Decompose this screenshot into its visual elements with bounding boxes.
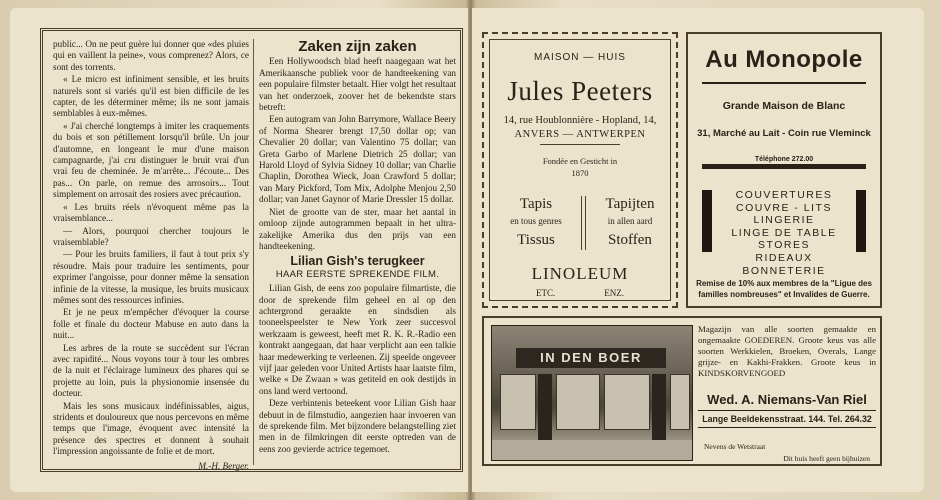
- ad-enz: ENZ.: [604, 288, 624, 298]
- ad-niemans-no-branches: Dit huis heeft geen bijhuizen: [783, 454, 870, 463]
- ad-niemans-nevens: Nevens de Wetstraat: [704, 442, 766, 451]
- ad-monopole-remise: [694, 278, 874, 300]
- left-page: [10, 8, 468, 492]
- ad-monopole-title: Au Monopole: [705, 46, 863, 73]
- column-divider: [253, 39, 254, 465]
- subheading-lilian-gish: HAAR EERSTE SPREKENDE FILM.: [275, 268, 440, 280]
- divider: [702, 164, 866, 169]
- paragraph: « J'ai cherché longtemps à imiter les craquements du bois et son pétillement lorsqu'il brûle. Un jour d'automne, en longeant le mur d'une maison campagnarde, j'ai cru distinguer le bruit vrai d'un vrai feu de cheminée. Je m'arrête... J'écoute... Des pas... On parle, on remue des arrosoirs... Tout simplement on arrosait des rosiers avec précaution.: [53, 120, 249, 200]
- decor-bar-right: [856, 190, 866, 252]
- ad-founded-year: 1870: [571, 168, 589, 178]
- remise-line: familles nombreuses" et Invalides de Guerre.: [698, 290, 870, 299]
- list-item: LINGE DE TABLE: [731, 226, 837, 239]
- paragraph: « Le micro est infiniment sensible, et les bruits naturels sont si variés qu'il est bien difficile de les capter, de les déterminer même; ils ne sont jamais semblables à eux-mêmes.: [53, 74, 249, 119]
- ad-en-tous-genres: en tous genres: [510, 216, 562, 226]
- list-item: LINGERIE: [753, 214, 815, 227]
- list-item: RIDEAUX: [755, 251, 813, 264]
- shop-window: [556, 374, 600, 430]
- author-signature: M.-H. Berger.: [198, 460, 249, 471]
- divider: [540, 144, 620, 145]
- ad-stoffen: Stoffen: [608, 232, 652, 248]
- ad-monopole-subtitle: Grande Maison de Blanc: [722, 100, 846, 112]
- shop-window: [670, 374, 690, 430]
- shop-photo: [491, 325, 693, 461]
- ad-au-monopole: [686, 32, 882, 308]
- heading-zaken: Zaken zijn zaken: [298, 38, 417, 55]
- right-page: [472, 8, 924, 492]
- list-item: COUVERTURES: [735, 189, 833, 201]
- paragraph: Lilian Gish, de eens zoo populaire filmartiste, die door de sprekende film geheel en al op den achtergrond geraakte en sindsdien als tooneelspeelster te New York zeer succesvol werkzaam is geweest, heeft met R. K. R.-Radio een kontrakt aangegaan, dat haar verplicht aan een talkie haar medewerking te verleenen. Zij speelde ongeveer vijf jaar geleden voor United Artists haar laatste film, welke « De Zwaan » was getiteld en ook destijds in ons land werd vertoond.: [259, 283, 456, 396]
- divider: [702, 82, 866, 84]
- paragraph: « Les bruits réels n'évoquent même pas la vraisemblance...: [53, 201, 249, 224]
- list-item: COUVRE - LITS: [736, 201, 832, 214]
- ad-etc: ETC.: [536, 288, 556, 298]
- article-frame: [40, 28, 463, 472]
- ad-tapis: Tapis: [519, 196, 553, 212]
- ad-founded-label: Fondée en Gesticht in: [542, 156, 618, 166]
- ad-tissus: Tissus: [517, 232, 555, 248]
- remise-line: Remise de 10% aux membres de la "Ligue des: [696, 279, 872, 288]
- paragraph: Niet de grootte van de ster, maar het aantal in omloop zijnde autogrammen bepaalt in het ultra-zakelijke Amerika dus den prijs van een handteekening.: [259, 206, 456, 251]
- article-column-left: [53, 39, 249, 472]
- heading-lilian-gish: Lilian Gish's terugkeer: [290, 254, 425, 269]
- paragraph: — Alors, pourquoi chercher toujours le vraisemblable?: [53, 225, 249, 247]
- ad-maison-label: MAISON — HUIS: [534, 52, 626, 63]
- ad-monopole-telephone: Téléphone 272.00: [738, 156, 830, 163]
- ad-niemans-description: Magazijn van alle soorten gemaakte en ongemaakte GOEDEREN. Groote keus vas alle soorten Werkkielen, Broeken, Overals, Lange grijze- en Kakhi-Frakken. Groote keus in KINDSKORVENGOED: [698, 324, 876, 378]
- ad-tapijten: Tapijten: [605, 196, 655, 212]
- shop-window: [604, 374, 650, 430]
- shop-door: [538, 374, 552, 444]
- paragraph: Een Hollywoodsch blad heeft naagegaan wat het Amerikaansche publiek voor de handteekening van een populaire filmster betaalt. Hier volgt het resultaat van het onderzoek, zoover het de bekendste stars betreft:: [259, 56, 456, 113]
- paragraph: Les arbres de la route se succèdent sur l'écran avec rapidité... Nous voyons tour à tour les ombres de la nuit et l'éclairage lumineux des phares qui se projette au loin, puis la physionomie insensée du docteur.: [53, 342, 249, 399]
- ad-linoleum: LINOLEUM: [531, 264, 629, 283]
- list-item: BONNETERIE: [742, 264, 826, 277]
- paragraph: Deze verbintenis beteekent voor Lilian Gish haar debuut in de filmstudio, aangezien haar invoeren van de sprekende film. Met bijzondere belangstelling ziet men in de filmkringen dit eerste optreden van de eens zoo gevierde actrice tegemoet.: [259, 398, 456, 454]
- street: [492, 440, 692, 460]
- list-item: STORES: [758, 239, 810, 252]
- ad-in-allen-aard: in allen aard: [607, 216, 653, 226]
- article-column-right: [259, 39, 456, 456]
- ad-niemans-van-riel: [482, 316, 882, 466]
- shop-sign: IN DEN BOER: [516, 348, 666, 368]
- paragraph: Een autogram van John Barrymore, Wallace Beery of Norma Shearer brengt 17,50 dollar op; van Chevalier 20 dollar; van Valentino 75 dollar; van Greta Garbo of Marlene Dietrich 25 dollar; van Harold Lloyd of Sylvia Sidney 10 dollar; van Charlie Chaplin, Dorothea Wieck, Joan Crawford 5 dollar; van Mary Pickford, Tom Mix, Adolphe Menjou 2,50 dollar; van Janet Gaynor of Marie Dressler 15 dollar.: [259, 114, 456, 205]
- paragraph: — Pour les bruits familiers, il faut à tout prix s'y résoudre. Mais pour traduire les sentiments, pour exprimer l'angoisse, pour donner même la sensation infinie de la vitesse, la musique, les bruits musicaux mêmes sont des ressources infinies.: [53, 249, 249, 305]
- ad-monopole-address: 31, Marché au Lait - Coin rue Vleminck: [697, 128, 871, 139]
- vertical-divider: [581, 196, 586, 250]
- ad-jules-peeters: [482, 32, 678, 308]
- shop-window: [500, 374, 536, 430]
- shop-door: [652, 374, 666, 444]
- paragraph: Et je ne peux m'empêcher d'évoquer la course folle et finale du docteur Mabuse en auto dans la nuit...: [53, 307, 249, 341]
- ad-address: 14, rue Houblonnière - Hopland, 14,: [503, 115, 657, 126]
- decor-bar-left: [702, 190, 712, 252]
- ad-city: ANVERS — ANTWERPEN: [514, 129, 646, 140]
- ad-monopole-items: [718, 189, 850, 277]
- ad-shop-name: Jules Peeters: [507, 76, 653, 106]
- ad-niemans-name: Wed. A. Niemans-Van Riel: [707, 392, 867, 407]
- paragraph: public... On ne peut guère lui donner que «des pluies qui en vaillent la peine», vous comprenez? Alors, ce sont des torrents.: [53, 39, 249, 72]
- ad-niemans-address: Lange Beeldekensstraat. 144. Tel. 264.32: [698, 410, 876, 428]
- ad-inner-frame: [489, 39, 671, 301]
- paragraph: Mais les sons musicaux indéfinissables, aigus, stridents et douloureux que nous percevons en même temps que l'image, évoquent avec intensité la présence des spectres et donnent à souhait l'impression angoissante de folie et de mort.: [53, 400, 249, 457]
